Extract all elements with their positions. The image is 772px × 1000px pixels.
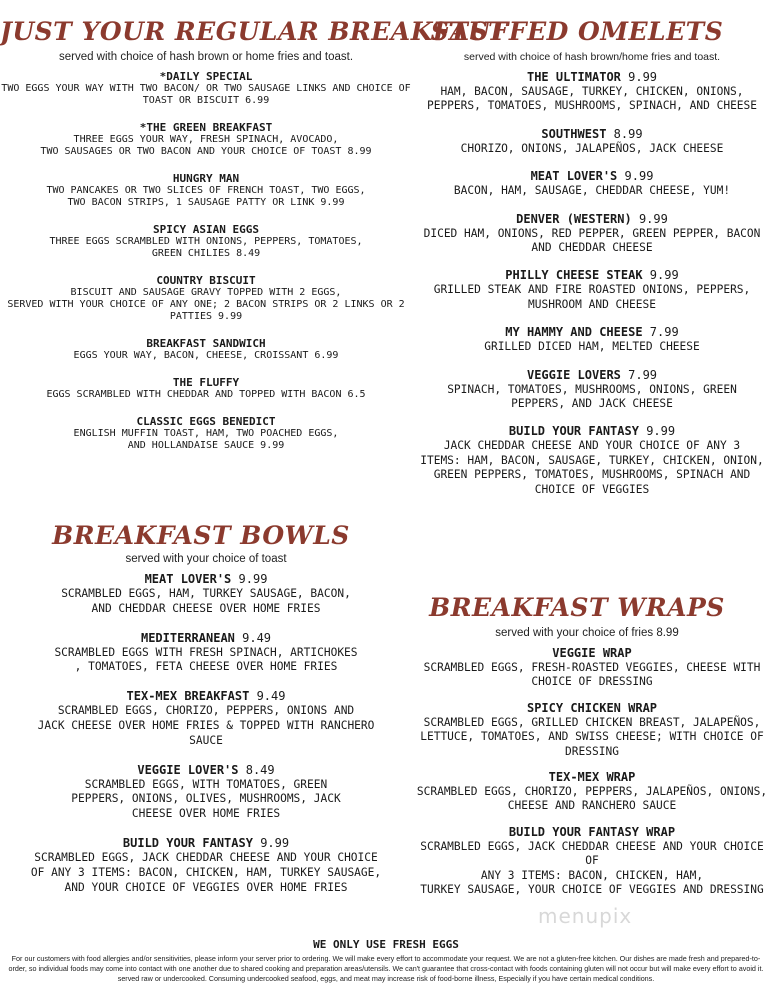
menu-item-title: SPICY CHICKEN WRAP <box>526 700 658 715</box>
menu-item <box>412 825 772 898</box>
section-subtitle-omelets: served with choice of hash brown/home fries and toast. <box>463 51 721 63</box>
menu-item <box>0 631 412 676</box>
menu-item-title: BUILD YOUR FANTASY WRAP <box>508 824 676 839</box>
menu-item-price: 9.99 <box>628 70 658 84</box>
menu-item-name <box>0 70 412 83</box>
menu-item-title: SOUTHWEST <box>541 126 607 141</box>
menu-item-title: HUNGRY MAN <box>172 172 240 185</box>
menu-item-price: 9.99 <box>624 169 654 184</box>
menu-item <box>0 376 412 401</box>
section-subtitle-regular: served with choice of hash brown or home fries and toast. <box>58 51 354 63</box>
section-breakfast-bowls <box>0 522 412 895</box>
menu-item <box>412 770 772 814</box>
menu-item-title: DENVER (WESTERN) <box>516 211 632 226</box>
menu-item-title: COUNTRY BISCUIT <box>156 274 256 287</box>
menu-item-title: MEAT LOVER'S <box>530 169 618 184</box>
wraps-items-list <box>412 646 772 897</box>
menu-item-name <box>412 770 772 785</box>
menu-item-name <box>0 223 412 236</box>
menu-item-description: TWO EGGS YOUR WAY WITH TWO BACON/ OR TWO SAUSAGE LINKS AND CHOICE OF TOAST OR BISCUIT 6.99 <box>1 83 411 106</box>
menu-item-title: THE FLUFFY <box>172 376 240 389</box>
menu-item <box>0 172 412 209</box>
menu-item <box>412 70 772 114</box>
menu-item-name <box>412 70 772 85</box>
menu-item-name <box>412 127 772 142</box>
omelets-items-list <box>412 70 772 497</box>
menu-item-name <box>0 836 412 851</box>
menu-item-name <box>412 424 772 439</box>
menu-item-name <box>412 646 772 661</box>
menu-item-description: THREE EGGS YOUR WAY, FRESH SPINACH, AVOCADO, TWO SAUSAGES OR TWO BACON AND YOUR CHOICE OF TOAST 8.99 <box>40 134 372 157</box>
menu-item-description: SCRAMBLED EGGS, CHORIZO, PEPPERS, ONIONS AND JACK CHEESE OVER HOME FRIES & TOPPED WITH RANCHERO SAUCE <box>37 704 375 747</box>
menu-item-title: BREAKFAST SANDWICH <box>146 337 266 350</box>
menu-item-price: 9.99 <box>260 835 290 850</box>
menu-item-name <box>412 325 772 340</box>
menu-item <box>0 689 412 748</box>
menu-item-description: DICED HAM, ONIONS, RED PEPPER, GREEN PEPPER, BACON AND CHEDDAR CHEESE <box>423 226 761 255</box>
menu-item-title: MEDITERRANEAN <box>140 630 235 645</box>
menu-item-name <box>412 212 772 227</box>
menu-item-name <box>0 631 412 646</box>
menu-item-price: 7.99 <box>628 367 658 382</box>
menu-item-name <box>412 169 772 184</box>
menu-item-price: 7.99 <box>649 325 679 340</box>
menu-item <box>0 121 412 158</box>
menu-item-description: SCRAMBLED EGGS, JACK CHEDDAR CHEESE AND YOUR CHOICE OF ANY 3 ITEMS: BACON, CHICKEN, HAM, TURKEY SAUSAGE, YOUR CHOICE OF VEGGIES AND DRESSING <box>420 839 764 897</box>
menu-item-description: TWO PANCAKES OR TWO SLICES OF FRENCH TOAST, TWO EGGS, TWO BACON STRIPS, 1 SAUSAGE PATTY OR LINK 9.99 <box>46 185 366 208</box>
menu-item-price: 8.99 <box>613 126 643 141</box>
menu-item-name <box>0 415 412 428</box>
menu-item-description: SCRAMBLED EGGS, CHORIZO, PEPPERS, JALAPEÑOS, ONIONS, CHEESE AND RANCHERO SAUCE <box>416 785 768 813</box>
menu-item-name <box>0 376 412 389</box>
menu-item-title: MEAT LOVER'S <box>144 572 232 586</box>
menu-item-title: PHILLY CHEESE STEAK <box>505 268 643 283</box>
section-title-regular: JUST YOUR REGULAR BREAKFAST <box>0 17 508 46</box>
section-breakfast-wraps <box>412 594 772 897</box>
menu-item <box>0 572 412 617</box>
menu-item-description: SCRAMBLED EGGS WITH FRESH SPINACH, ARTICHOKES , TOMATOES, FETA CHEESE OVER HOME FRIES <box>54 645 358 674</box>
menu-item-title: *THE GREEN BREAKFAST <box>139 121 273 134</box>
menu-item-name <box>0 689 412 704</box>
section-stuffed-omelets <box>412 18 772 497</box>
menu-item-name <box>412 825 772 840</box>
menu-item-title: VEGGIE WRAP <box>552 646 632 660</box>
menu-item-name <box>412 368 772 383</box>
footer-disclaimer: For our customers with food allergies and/or sensitivities, please inform your server prior to ordering. We will make every effort to accommodate your request. We are not a gluten-free kitchen. Our dishes are made fresh and prepared-to-order, so individual foods may come into contact with one another due to shared cooking and preparation areas/utensils. We can't guarantee that cross-contact with foods containing gluten will not occur but will make every effort to avoid it. served raw or undercooked. Consuming undercooked seafood, eggs, and meat may increase risk of food-borne illness, Especially if you have certain medical conditions. <box>8 954 764 983</box>
menu-item-description: BISCUIT AND SAUSAGE GRAVY TOPPED WITH 2 EGGS, SERVED WITH YOUR CHOICE OF ANY ONE; 2 BACON STRIPS OR 2 LINKS OR 2 PATTIES 9.99 <box>7 287 405 322</box>
menu-item-description: EGGS SCRAMBLED WITH CHEDDAR AND TOPPED WITH BACON 6.5 <box>46 389 366 400</box>
menu-item-title: VEGGIE LOVER'S <box>137 762 239 777</box>
menu-item-description: BACON, HAM, SAUSAGE, CHEDDAR CHEESE, YUM! <box>453 184 731 198</box>
menu-item-description: EGGS YOUR WAY, BACON, CHEESE, CROISSANT 6.99 <box>73 350 339 361</box>
menu-item-description: SCRAMBLED EGGS, GRILLED CHICKEN BREAST, JALAPEÑOS, LETTUCE, TOMATOES, AND SWISS CHEESE; WITH CHOICE OF DRESSING <box>420 715 764 758</box>
section-subtitle-wraps: served with your choice of fries 8.99 <box>495 627 679 639</box>
section-subtitle-bowls: served with your choice of toast <box>125 553 287 565</box>
menu-item <box>412 268 772 312</box>
menu-item <box>0 274 412 323</box>
menu-item-description: GRILLED DICED HAM, MELTED CHEESE <box>484 340 700 354</box>
menu-item-title: VEGGIE LOVERS <box>526 367 621 382</box>
menu-item-name <box>412 268 772 283</box>
menu-item-name <box>0 121 412 134</box>
menu-item-description: SCRAMBLED EGGS, JACK CHEDDAR CHEESE AND YOUR CHOICE OF ANY 3 ITEMS: BACON, CHICKEN, HAM, TURKEY SAUSAGE, AND YOUR CHOICE OF VEGGIES OVER HOME FRIES <box>30 850 382 894</box>
menu-item-title: SPICY ASIAN EGGS <box>153 223 259 236</box>
menu-item-price: 9.99 <box>238 572 268 586</box>
menu-item-price: 9.99 <box>649 268 679 283</box>
menu-item <box>0 337 412 362</box>
menu-item <box>0 836 412 895</box>
menu-item-price: 9.49 <box>242 630 272 645</box>
menu-item <box>0 763 412 822</box>
menu-item <box>412 325 772 354</box>
footer-title: WE ONLY USE FRESH EGGS <box>313 938 459 951</box>
menu-item-name <box>0 172 412 185</box>
menu-item <box>412 368 772 412</box>
menu-item <box>0 70 412 107</box>
menu-item-description: JACK CHEDDAR CHEESE AND YOUR CHOICE OF ANY 3 ITEMS: HAM, BACON, SAUSAGE, TURKEY, CHICKEN, ONION, GREEN PEPPERS, TOMATOES, MUSHROOMS, SPINACH AND CHOICE OF VEGGIES <box>420 439 764 496</box>
menu-item-description: THREE EGGS SCRAMBLED WITH ONIONS, PEPPERS, TOMATOES, GREEN CHILIES 8.49 <box>49 236 363 259</box>
menu-item-title: TEX-MEX WRAP <box>548 770 636 785</box>
menu-item <box>412 127 772 156</box>
menu-item-name <box>0 274 412 287</box>
menu-item-title: THE ULTIMATOR <box>526 70 621 84</box>
menu-item-description: SCRAMBLED EGGS, FRESH-ROASTED VEGGIES, CHEESE WITH CHOICE OF DRESSING <box>423 661 761 689</box>
menu-item <box>412 169 772 198</box>
menu-item-description: SPINACH, TOMATOES, MUSHROOMS, ONIONS, GREEN PEPPERS, AND JACK CHEESE <box>447 382 737 411</box>
section-title-wraps: BREAKFAST WRAPS <box>429 593 725 622</box>
menu-item-description: ENGLISH MUFFIN TOAST, HAM, TWO POACHED EGGS, AND HOLLANDAISE SAUCE 9.99 <box>73 428 339 451</box>
menu-item-price: 9.99 <box>638 211 668 226</box>
menu-item-title: BUILD YOUR FANTASY <box>122 835 253 850</box>
menu-item-description: HAM, BACON, SAUSAGE, TURKEY, CHICKEN, ONIONS, PEPPERS, TOMATOES, MUSHROOMS, SPINACH, AND CHEESE <box>426 85 758 113</box>
menu-item-title: TEX-MEX BREAKFAST <box>126 689 250 704</box>
menu-item-description: SCRAMBLED EGGS, WITH TOMATOES, GREEN PEPPERS, ONIONS, OLIVES, MUSHROOMS, JACK CHEESE OVER HOME FRIES <box>71 777 341 821</box>
menu-item-description: CHORIZO, ONIONS, JALAPEÑOS, JACK CHEESE <box>460 141 724 155</box>
menu-item-name <box>412 701 772 716</box>
menu-item-title: MY HAMMY AND CHEESE <box>505 325 643 340</box>
menu-item-price: 8.49 <box>245 762 275 777</box>
section-title-bowls: BREAKFAST BOWLS <box>52 521 350 550</box>
menu-item <box>0 415 412 452</box>
menu-item-name <box>0 337 412 350</box>
bowls-items-list <box>0 572 412 895</box>
menu-item <box>412 424 772 497</box>
menu-item <box>412 646 772 690</box>
section-title-omelets: STUFFED OMELETS <box>430 17 724 46</box>
menu-item <box>412 701 772 759</box>
menu-item-price: 9.49 <box>256 689 286 704</box>
menu-item-title: *DAILY SPECIAL <box>159 70 253 83</box>
menu-item-description: GRILLED STEAK AND FIRE ROASTED ONIONS, PEPPERS, MUSHROOM AND CHEESE <box>433 283 751 311</box>
menu-item-price: 9.99 <box>646 424 676 439</box>
menu-item-title: BUILD YOUR FANTASY <box>508 424 639 439</box>
watermark-logo: menupix <box>538 904 633 928</box>
menu-item-description: SCRAMBLED EGGS, HAM, TURKEY SAUSAGE, BACON, AND CHEDDAR CHEESE OVER HOME FRIES <box>61 587 351 615</box>
section-regular-breakfast <box>0 17 508 452</box>
menu-item-name <box>0 763 412 778</box>
menu-item <box>0 223 412 260</box>
menu-item <box>412 212 772 256</box>
menu-item-name <box>0 572 412 587</box>
regular-items-list <box>0 70 412 452</box>
menu-item-title: CLASSIC EGGS BENEDICT <box>136 415 276 428</box>
